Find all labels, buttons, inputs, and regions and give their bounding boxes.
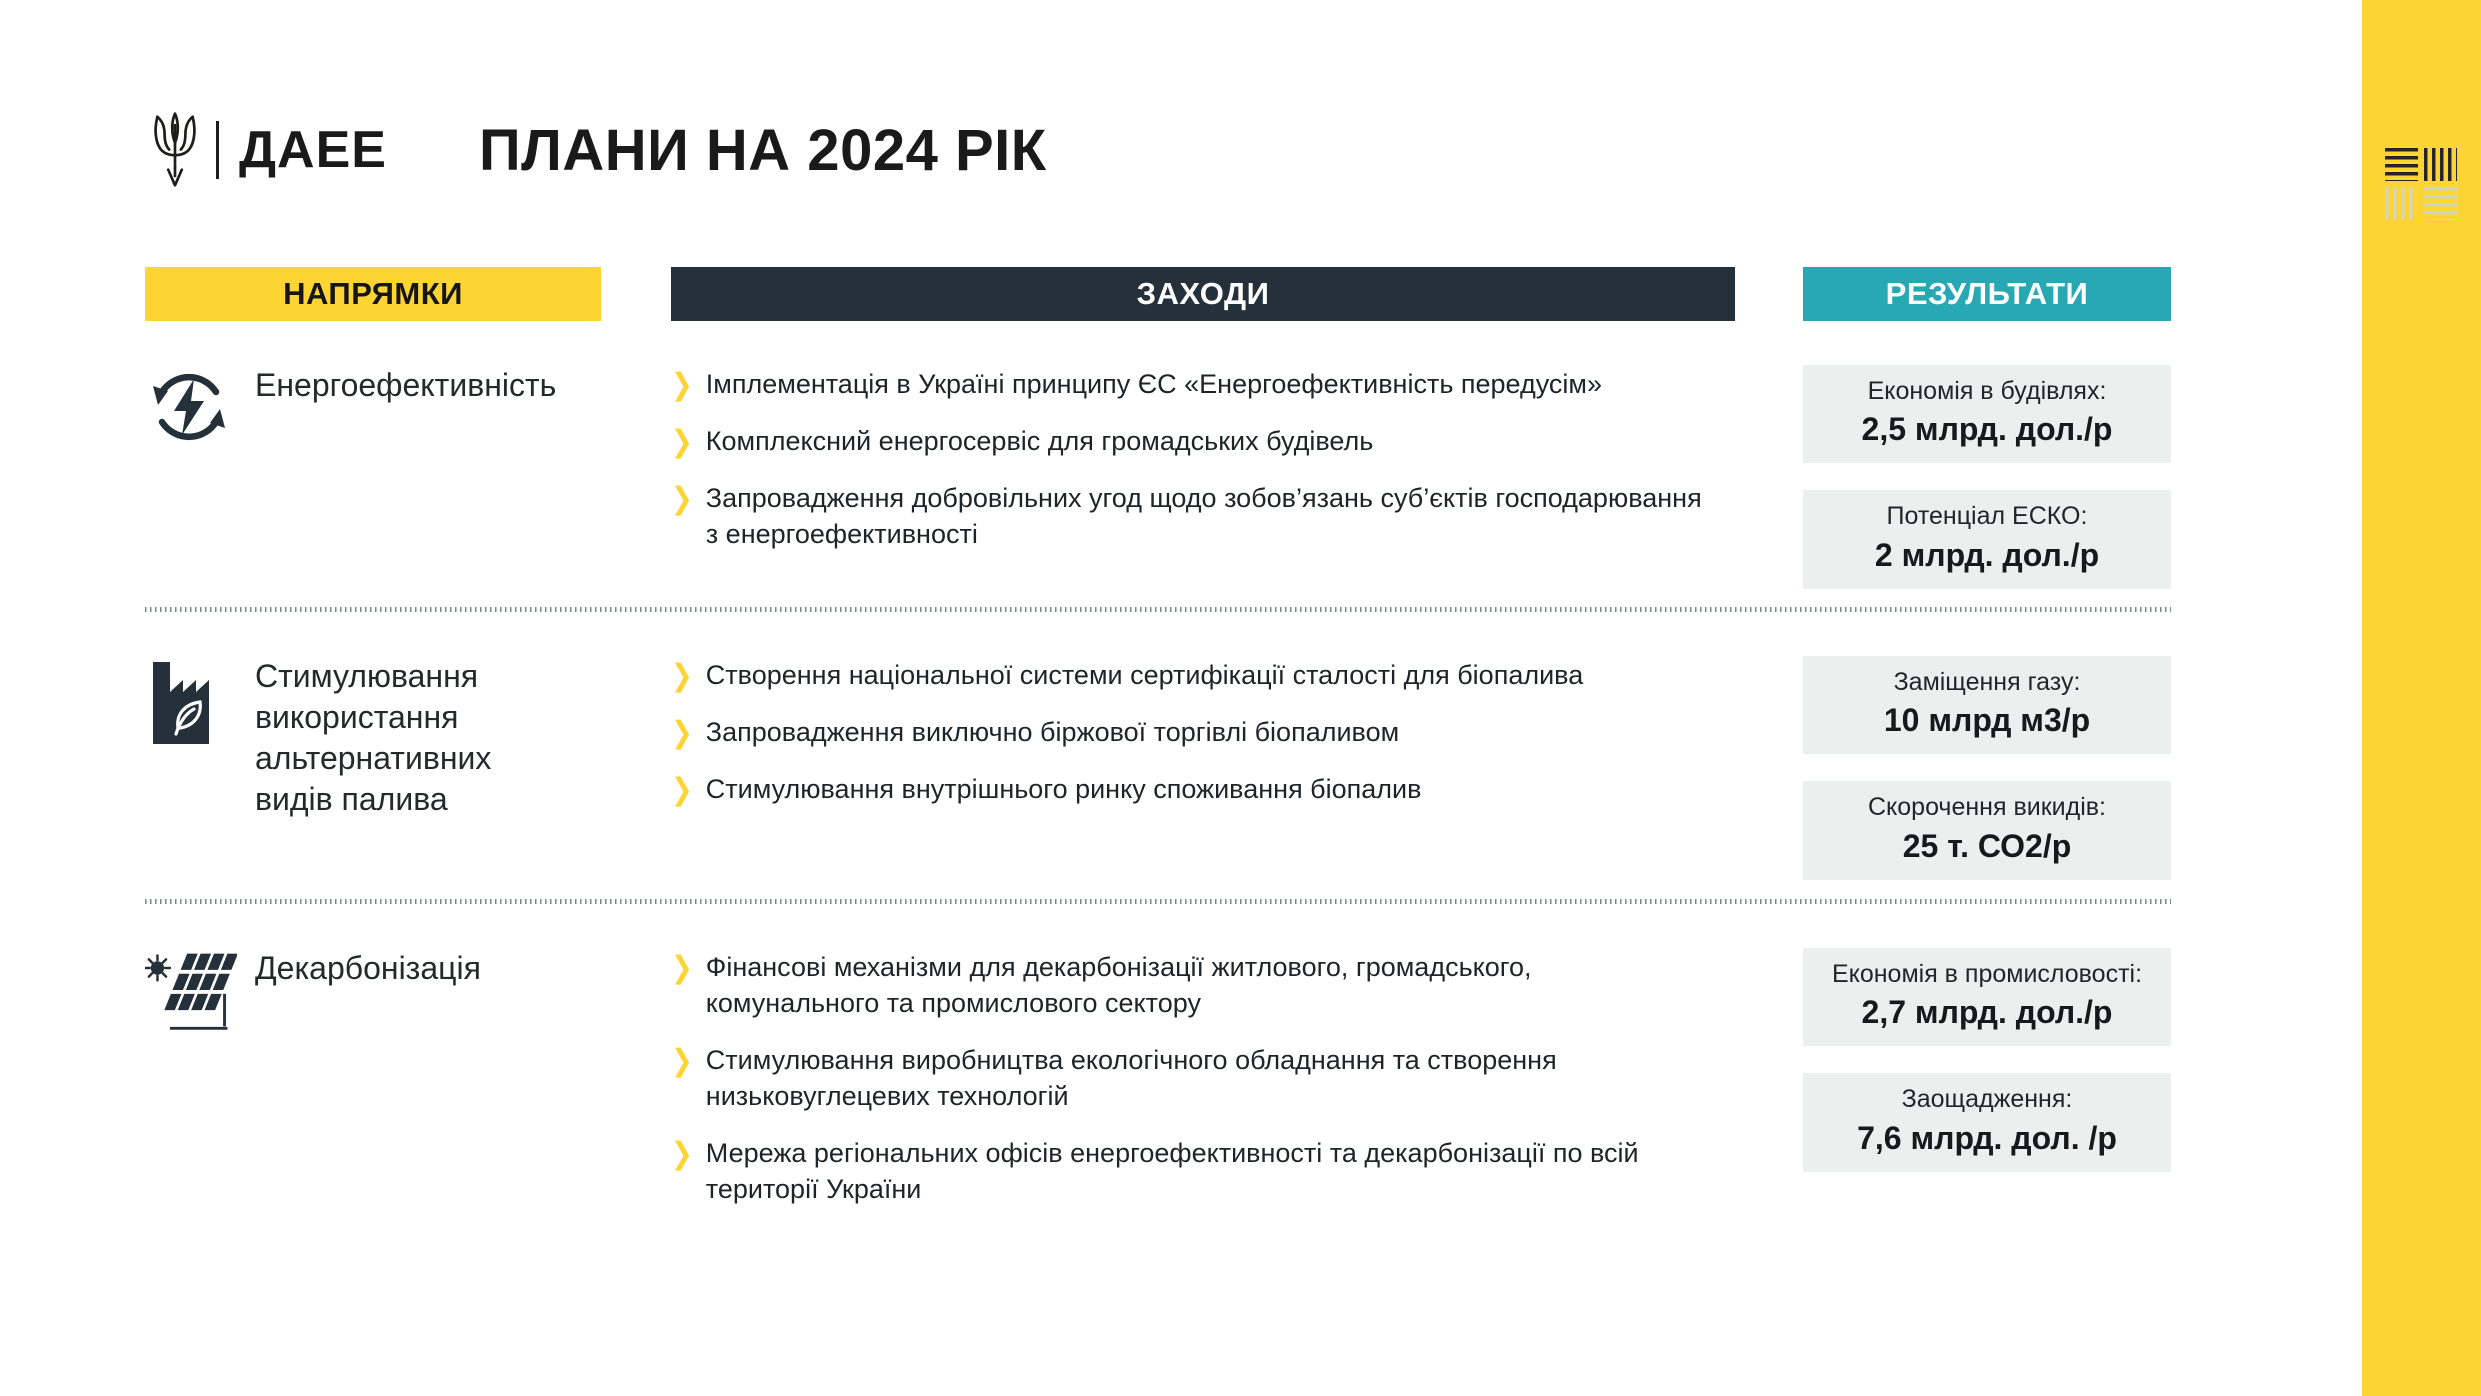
measure-text: Мережа регіональних офісів енергоефективності та декарбонізації по всій території України [705,1137,1639,1204]
bullet-chevron-icon: ❯ [671,949,693,985]
result-card [1803,948,2171,1046]
bullet-chevron-icon: ❯ [671,366,693,402]
stripes-quadrant-top-left [2385,148,2418,181]
result-card [1803,365,2171,463]
direction-cell [145,654,671,907]
measure-item [671,367,1735,403]
measure-text: Створення національної системи сертифікації сталості для біопалива [705,660,1584,690]
results-cell [1803,946,2171,1244]
org-abbreviation: ДАЕЕ [239,121,387,179]
measure-item [671,1136,1735,1208]
result-label: Скорочення викидів: [1868,793,2106,822]
measure-text: Комплексний енергосервіс для громадських будівель [705,425,1374,456]
direction-cell [145,363,671,616]
result-value: 2,7 млрд. дол./р [1861,994,2113,1031]
column-header-measures [671,267,1735,321]
measure-item [671,1043,1735,1115]
result-value: 10 млрд м3/р [1883,702,2091,739]
measure-text: Імплементація в Україні принципу ЄС «Енергоефективність передусім» [705,369,1602,399]
column-header-label: РЕЗУЛЬТАТИ [1885,276,2089,311]
bullet-chevron-icon: ❯ [671,423,693,459]
content-rows [145,321,2171,1244]
result-value: 2 млрд. дол./р [1874,536,2100,573]
bullet-chevron-icon: ❯ [671,657,693,693]
measure-item [671,950,1735,1022]
measures-cell [671,946,1803,1244]
result-label: Економія в промисловості: [1831,960,2143,988]
measure-item [671,481,1735,553]
page-title: ПЛАНИ НА 2024 РІК [478,117,1047,183]
measure-item [671,772,1735,808]
measures-cell [671,363,1803,616]
bullet-chevron-icon: ❯ [671,771,693,806]
column-header-label: ЗАХОДИ [1136,276,1270,311]
direction-label: Декарбонізація [255,950,481,986]
result-card [1803,656,2171,754]
energy-cycle-bolt-icon [145,363,237,451]
result-value: 7,6 млрд. дол. /р [1857,1119,2117,1156]
measure-text: Запровадження виключно біржової торгівлі біопаливом [705,716,1400,747]
row-decarbonization [145,904,2171,1244]
result-card [1803,490,2171,588]
logo-divider [216,121,219,179]
measure-item [671,715,1735,751]
bullet-chevron-icon: ❯ [671,480,693,515]
result-card [1803,1073,2171,1171]
row-alternative-fuels [145,612,2171,904]
measures-cell [671,654,1803,907]
result-label: Заміщення газу: [1893,668,2081,696]
measure-text: Фінансові механізми для декарбонізації житлового, громадського, комунального та промислового сектору [705,952,1532,1018]
direction-label: Енергоефективність [255,367,557,403]
measure-text: Запровадження добровільних угод щодо зобов’язань суб’єктів господарювання з енергоефективності [705,482,1702,549]
bullet-chevron-icon: ❯ [671,1135,693,1170]
stripes-quadrant-bottom-left [2385,187,2418,220]
result-value: 2,5 млрд. дол./р [1861,411,2113,448]
header [148,108,1047,192]
results-cell [1803,654,2171,907]
measure-item [671,424,1735,460]
result-label: Заощадження: [1901,1085,2073,1114]
result-label: Потенціал ЕСКО: [1886,502,2088,531]
stripes-quadrant-bottom-right [2424,187,2457,220]
solar-panel-sun-icon [145,946,237,1034]
result-card [1803,781,2171,879]
ukraine-trident-icon [148,111,202,189]
direction-cell [145,946,671,1244]
measure-text: Стимулювання внутрішнього ринку споживання біопалив [705,773,1422,804]
column-header-results [1803,267,2171,321]
saee-stripes-logo-icon [2385,148,2457,220]
result-value: 25 т. СО2/р [1902,827,2072,864]
column-header-label: НАПРЯМКИ [283,276,463,311]
column-header-directions [145,267,601,321]
measure-item [671,658,1735,694]
bullet-chevron-icon: ❯ [671,1042,693,1077]
stripes-quadrant-top-right [2424,148,2457,181]
factory-leaf-icon [145,654,237,746]
direction-label: Стимулювання використання альтернативних видів палива [255,658,492,817]
accent-sidebar [2362,0,2481,1396]
result-label: Економія в будівлях: [1867,377,2107,405]
row-energy-efficiency [145,321,2171,612]
results-cell [1803,363,2171,616]
measure-text: Стимулювання виробництва екологічного обладнання та створення низьковуглецевих технологій [705,1044,1557,1111]
bullet-chevron-icon: ❯ [671,714,693,750]
